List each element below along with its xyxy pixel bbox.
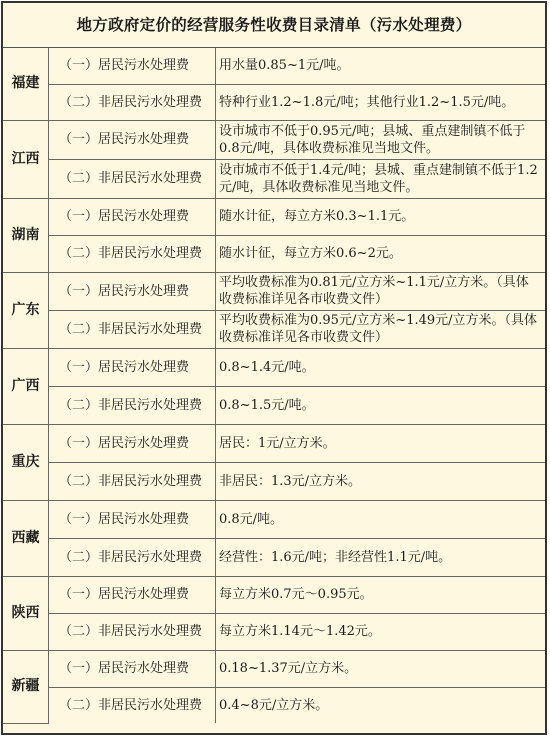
standard-cell: 平均收费标准为0.95元/立方米~1.49元/立方米。（具体收费标准详见各市收费文件） — [216, 310, 546, 348]
standard-cell: 非居民：1.3元/立方米。 — [216, 462, 546, 500]
table-row — [3, 310, 545, 348]
category-cell: （二）非居民污水处理费 — [49, 310, 216, 348]
table-row — [3, 235, 545, 272]
category-cell: （一）居民污水处理费 — [49, 48, 216, 84]
fee-table-document — [1, 1, 547, 735]
standard-cell: 每立方米1.14元～1.42元。 — [216, 613, 546, 650]
table-row — [3, 48, 545, 84]
standard-cell: 每立方米0.7元～0.95元。 — [216, 576, 546, 613]
category-cell: （二）非居民污水处理费 — [49, 159, 216, 198]
standard-cell: 经营性：1.6元/吨；非经营性1.1元/吨。 — [216, 538, 546, 576]
category-cell: （一）居民污水处理费 — [49, 576, 216, 613]
table-row — [3, 272, 545, 310]
page-title: 地方政府定价的经营服务性收费目录清单（污水处理费） — [3, 3, 545, 48]
category-cell: （二）非居民污水处理费 — [49, 613, 216, 650]
province-cell: 江西 — [3, 120, 49, 198]
table-row — [3, 424, 545, 462]
table-row — [3, 613, 545, 650]
category-cell: （二）非居民污水处理费 — [49, 462, 216, 500]
province-cell: 西藏 — [3, 500, 49, 576]
standard-cell: 随水计征，每立方米0.3~1.1元。 — [216, 198, 546, 235]
standard-cell: 0.18~1.37元/立方米。 — [216, 650, 546, 687]
province-cell: 广西 — [3, 348, 49, 424]
standard-cell: 设市城市不低于1.4元/吨；县城、重点建制镇不低于1.2元/吨，具体收费标准见当地文件。 — [216, 159, 546, 198]
category-cell: （一）居民污水处理费 — [49, 500, 216, 538]
province-cell: 福建 — [3, 48, 49, 120]
table-row — [3, 687, 545, 723]
standard-cell: 0.8~1.5元/吨。 — [216, 386, 546, 424]
category-cell: （二）非居民污水处理费 — [49, 84, 216, 120]
category-cell: （二）非居民污水处理费 — [49, 538, 216, 576]
category-cell: （一）居民污水处理费 — [49, 272, 216, 310]
table-row — [3, 500, 545, 538]
table-row — [3, 198, 545, 235]
table-row — [3, 84, 545, 120]
category-cell: （二）非居民污水处理费 — [49, 386, 216, 424]
category-cell: （二）非居民污水处理费 — [49, 235, 216, 272]
category-cell: （二）非居民污水处理费 — [49, 687, 216, 723]
standard-cell: 0.8~1.4元/吨。 — [216, 348, 546, 386]
fee-table-body — [3, 48, 545, 723]
category-cell: （一）居民污水处理费 — [49, 650, 216, 687]
table-row — [3, 120, 545, 159]
province-cell: 广东 — [3, 272, 49, 348]
category-cell: （一）居民污水处理费 — [49, 198, 216, 235]
province-cell: 新疆 — [3, 650, 49, 723]
standard-cell: 平均收费标准为0.81元/立方米~1.1元/立方米。（具体收费标准详见各市收费文件） — [216, 272, 546, 310]
table-row — [3, 650, 545, 687]
table-row — [3, 159, 545, 198]
province-cell: 陕西 — [3, 576, 49, 650]
table-row — [3, 576, 545, 613]
category-cell: （一）居民污水处理费 — [49, 424, 216, 462]
category-cell: （一）居民污水处理费 — [49, 120, 216, 159]
standard-cell: 特种行业1.2~1.8元/吨；其他行业1.2~1.5元/吨。 — [216, 84, 546, 120]
category-cell: （一）居民污水处理费 — [49, 348, 216, 386]
standard-cell: 0.4~8元/立方米。 — [216, 687, 546, 723]
standard-cell: 0.8元/吨。 — [216, 500, 546, 538]
fee-table — [3, 48, 545, 724]
standard-cell: 居民：1元/立方米。 — [216, 424, 546, 462]
table-row — [3, 348, 545, 386]
table-row — [3, 386, 545, 424]
table-row — [3, 462, 545, 500]
standard-cell: 设市城市不低于0.95元/吨；县城、重点建制镇不低于0.8元/吨，具体收费标准见当地文件。 — [216, 120, 546, 159]
table-row — [3, 538, 545, 576]
standard-cell: 用水量0.85~1元/吨。 — [216, 48, 546, 84]
standard-cell: 随水计征，每立方米0.6~2元。 — [216, 235, 546, 272]
province-cell: 湖南 — [3, 198, 49, 272]
province-cell: 重庆 — [3, 424, 49, 500]
